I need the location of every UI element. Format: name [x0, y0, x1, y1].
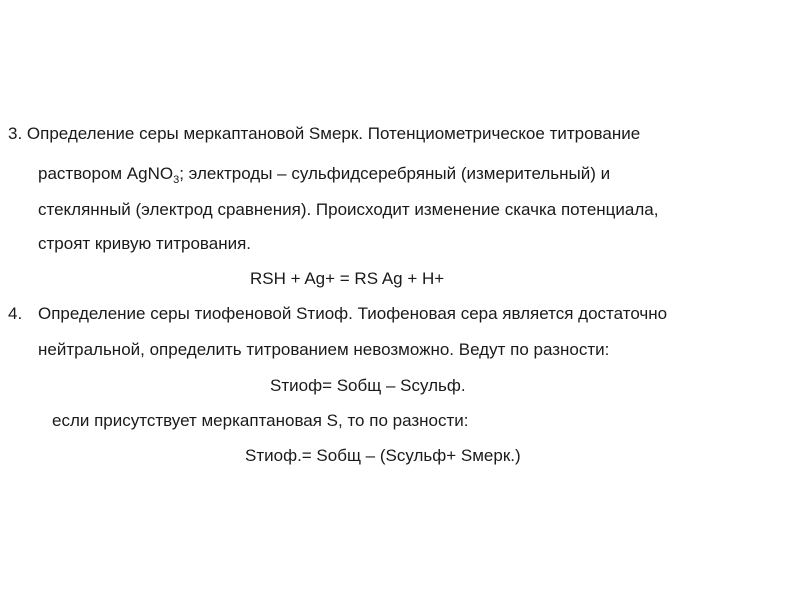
item4-formula1: Sтиоф= Sобщ – Sсульф. [270, 376, 466, 395]
item4-formula2: Sтиоф.= Sобщ – (Sсульф+ Sмерк.) [245, 446, 521, 465]
item4-line2: нейтральной, определить титрованием невозможно. Ведут по разности: [38, 340, 610, 359]
item3-line4: строят кривую титрования. [38, 234, 252, 253]
item3-equation: RSH + Ag+ = RS Ag + H+ [250, 269, 445, 288]
item3-line2-post: ; электроды – сульфидсеребряный (измерительный) и [179, 164, 611, 183]
item3-line3: стеклянный (электрод сравнения). Происходит изменение скачка потенциала, [38, 200, 659, 219]
item4-number: 4. [8, 304, 23, 323]
item3-line2-pre: раствором AgNO [38, 164, 174, 183]
item3-line2-sub: 3 [173, 174, 180, 186]
item4-note: если присутствует меркаптановая S, то по разности: [52, 411, 469, 430]
item4-line1: Определение серы тиофеновой Sтиоф. Тиофеновая сера является достаточно [38, 304, 668, 323]
item3-line2 [38, 164, 610, 184]
item3-line1: 3. Определение серы меркаптановой Sмерк. Потенциометрическое титрование [8, 124, 641, 143]
